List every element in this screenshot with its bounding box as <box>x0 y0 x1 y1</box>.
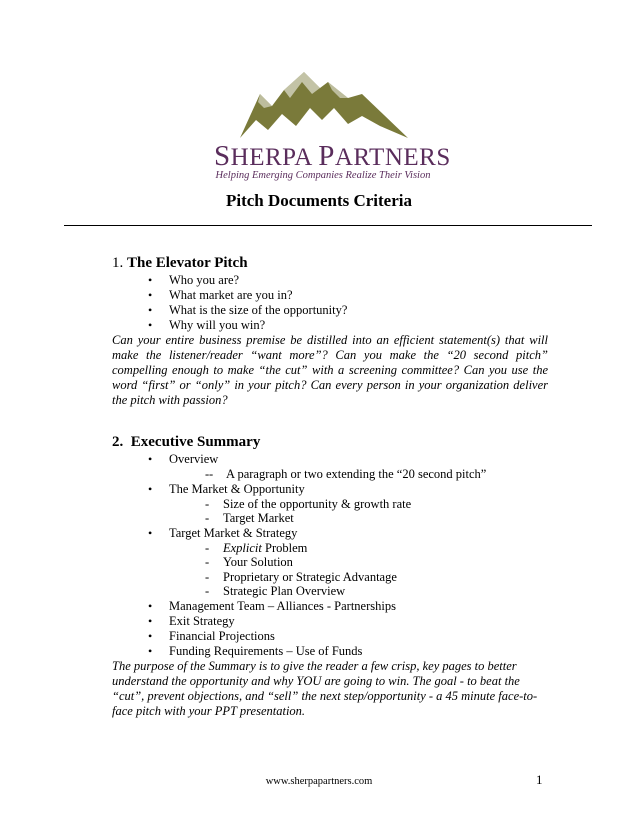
list-item: • What market are you in? <box>112 288 548 303</box>
list-item-label: Target Market & Strategy <box>169 525 298 540</box>
sub-list-item <box>169 541 548 556</box>
section-heading <box>112 433 548 452</box>
list-item <box>112 482 548 526</box>
list-item <box>112 526 548 599</box>
list-item: • What is the size of the opportunity? <box>112 303 548 318</box>
elevator-pitch-paragraph: Can your entire business premise be distilled into an efficient statement(s) that will make the listener/reader “want more”? Can you make the “20 second pitch” compelling enough to make “the cut” with a screening committee? Can you use the word “first” or “only” in your pitch? Can every person in your organization deliver the pitch with passion? <box>112 333 548 407</box>
sub-list-item: - Size of the opportunity & growth rate <box>169 497 548 512</box>
list-item-label: Overview <box>169 452 219 466</box>
document-title: Pitch Documents Criteria <box>225 191 412 210</box>
title-divider <box>64 225 592 226</box>
executive-summary-paragraph: The purpose of the Summary is to give the reader a few crisp, key pages to better understand the opportunity and why YOU are going to win. The goal - to beat the “cut”, prevent objections, and “sell” the next step/opportunity - a 45 minute face-to-face pitch with your PPT presentation. <box>112 658 538 718</box>
section-title: The Elevator Pitch <box>127 255 248 271</box>
list-item: • Who you are? <box>112 273 548 288</box>
list-item: • Funding Requirements – Use of Funds <box>112 644 548 659</box>
emphasis-text: Explicit <box>223 540 262 555</box>
sub-list-item: - Strategic Plan Overview <box>169 584 548 599</box>
section-number: 2. <box>112 434 124 450</box>
elevator-pitch-bullets <box>112 273 548 333</box>
sub-list-item-label: Problem <box>261 540 308 555</box>
page-number: 1 <box>536 772 543 787</box>
list-item: • Why will you win? <box>112 318 548 333</box>
list-item: • Financial Projections <box>112 629 548 644</box>
sub-list-item-label: A paragraph or two extending the “20 second pitch” <box>226 467 487 481</box>
brand-tagline: Helping Emerging Companies Realize Their Vision <box>215 170 431 181</box>
section-heading <box>112 254 548 273</box>
section-title: Executive Summary <box>130 434 261 450</box>
footer-url: www.sherpapartners.com <box>265 776 373 787</box>
list-item: • Management Team – Alliances - Partnerships <box>112 599 548 614</box>
list-item: • Exit Strategy <box>112 614 548 629</box>
list-item-label: The Market & Opportunity <box>169 481 305 496</box>
section-executive-summary <box>112 433 548 719</box>
sub-list-item: - Proprietary or Strategic Advantage <box>169 570 548 585</box>
section-number: 1. <box>112 255 124 271</box>
sub-list-item: - Your Solution <box>169 555 548 570</box>
executive-summary-bullets <box>112 452 548 659</box>
sub-list-item: - Target Market <box>169 511 548 526</box>
sub-list-item: - - A paragraph or two extending the “20 second pitch” <box>169 467 548 482</box>
section-elevator-pitch <box>112 254 548 408</box>
brand-name: SHERPA PARTNERS <box>214 140 451 172</box>
list-item <box>112 452 548 482</box>
